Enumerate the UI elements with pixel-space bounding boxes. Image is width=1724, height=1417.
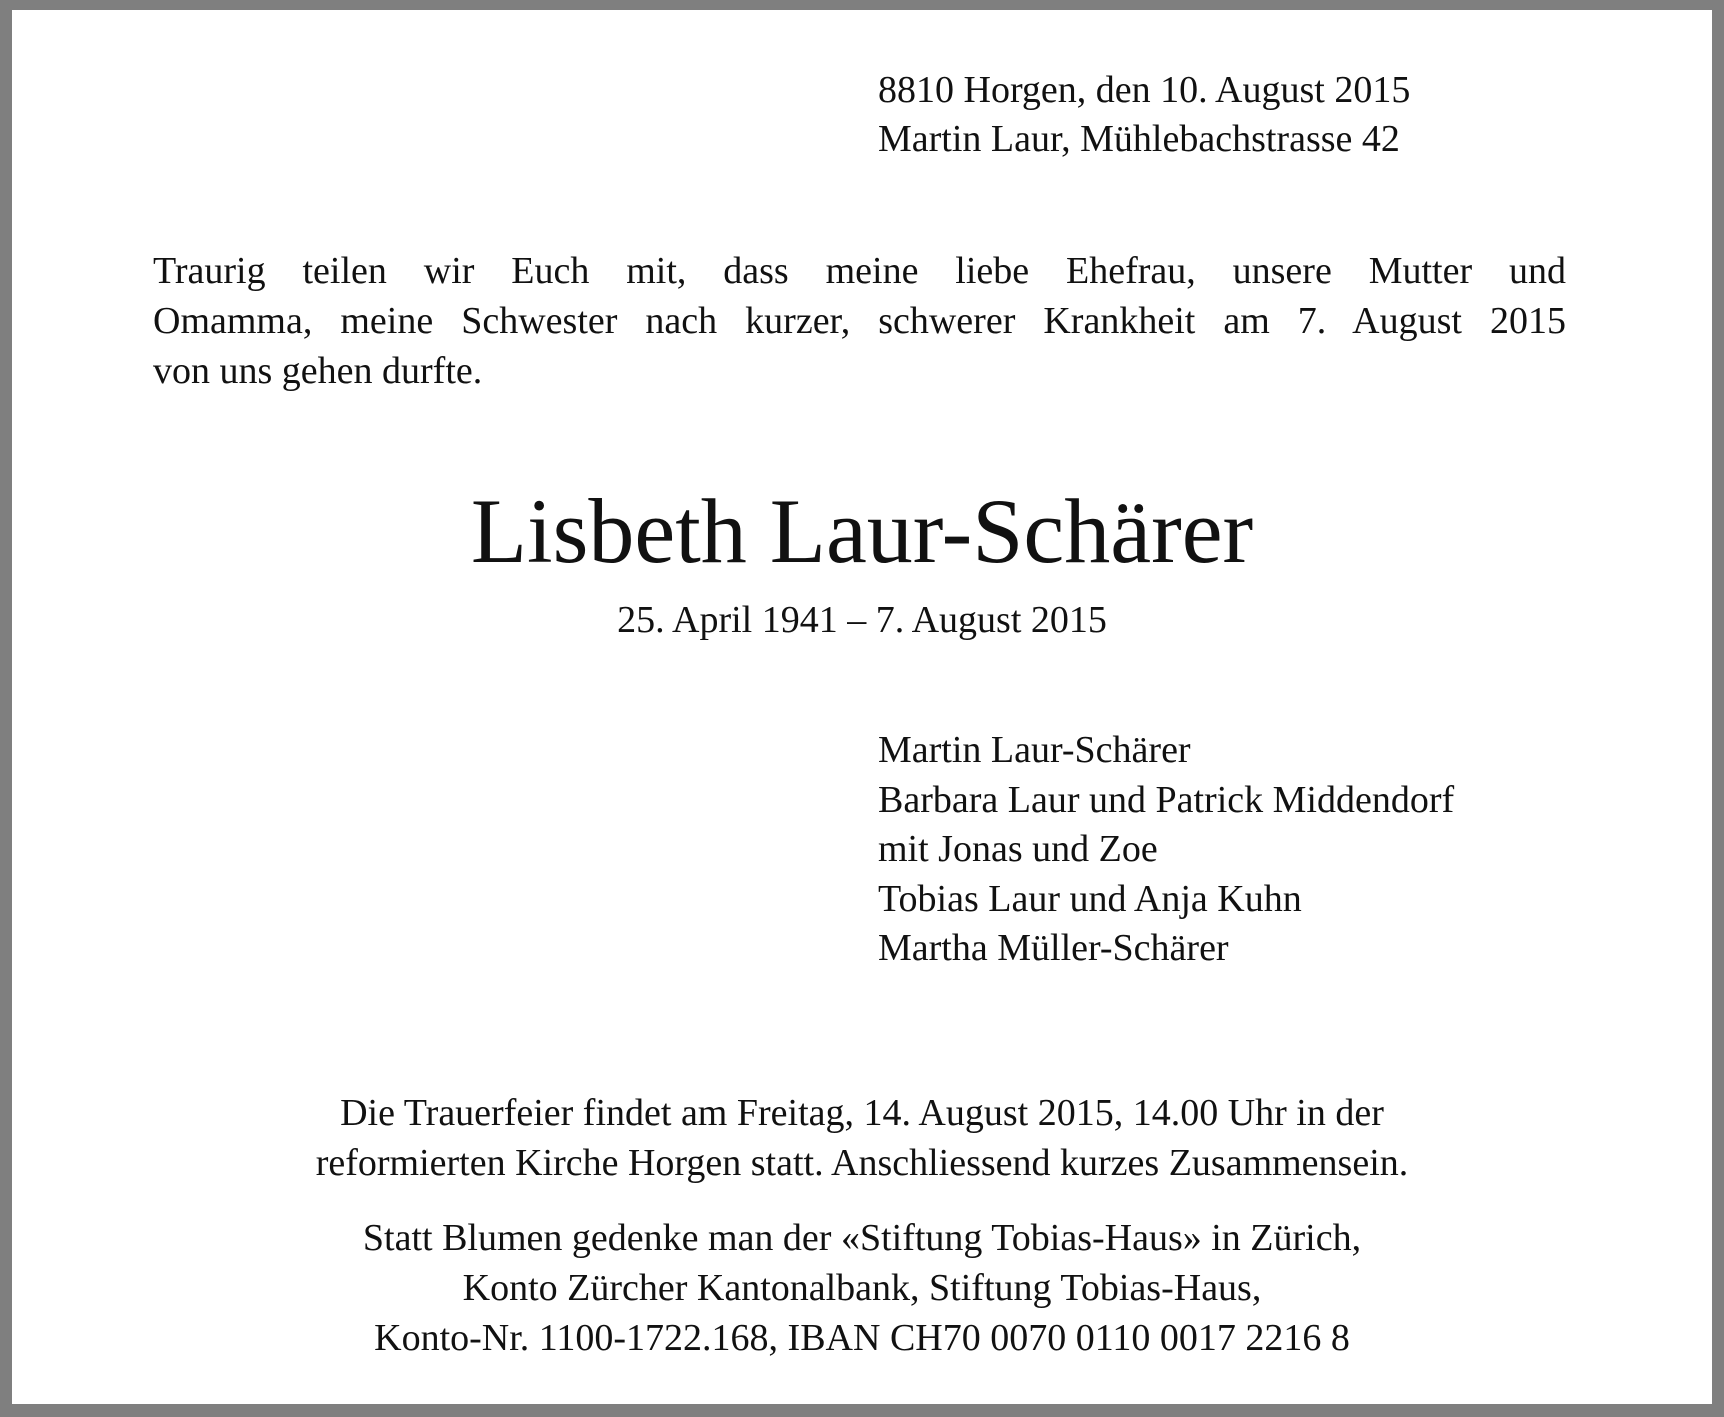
intro-line-2: Omamma, meine Schwester nach kurzer, schwerer Krankheit am 7. August 2015 — [153, 300, 1566, 342]
family-member: Tobias Laur und Anja Kuhn — [878, 877, 1302, 920]
place-date: 8810 Horgen, den 10. August 2015 — [878, 69, 1411, 111]
intro-line-1: Traurig teilen wir Euch mit, dass meine liebe Ehefrau, unsere Mutter und — [153, 250, 1566, 292]
intro-line-3: von uns gehen durfte. — [153, 350, 483, 392]
death-notice — [12, 10, 1712, 1404]
donation-line-2: Konto Zürcher Kantonalbank, Stiftung Tobias-Haus, — [462, 1267, 1262, 1309]
family-member: Barbara Laur und Patrick Middendorf — [878, 778, 1455, 821]
donation-line-3: Konto-Nr. 1100-1722.168, IBAN CH70 0070 0110 0017 2216 8 — [374, 1317, 1350, 1359]
intro-text — [153, 246, 1566, 396]
service-line-1: Die Trauerfeier findet am Freitag, 14. August 2015, 14.00 Uhr in der — [340, 1092, 1384, 1134]
family-member: Martha Müller-Schärer — [878, 927, 1229, 969]
donation-line-1: Statt Blumen gedenke man der «Stiftung Tobias-Haus» in Zürich, — [362, 1217, 1362, 1259]
service-info — [12, 1088, 1712, 1188]
family-list — [878, 726, 1454, 974]
header-block — [878, 66, 1410, 164]
family-member: mit Jonas und Zoe — [878, 828, 1158, 870]
service-line-2: reformierten Kirche Horgen statt. Anschliessend kurzes Zusammensein. — [315, 1142, 1409, 1184]
donation-info — [12, 1213, 1712, 1363]
deceased-name: Lisbeth Laur-Schärer — [470, 480, 1254, 582]
sender-address: Martin Laur, Mühlebachstrasse 42 — [878, 118, 1400, 160]
life-dates: 25. April 1941 – 7. August 2015 — [617, 599, 1107, 641]
family-member: Martin Laur-Schärer — [878, 729, 1191, 771]
